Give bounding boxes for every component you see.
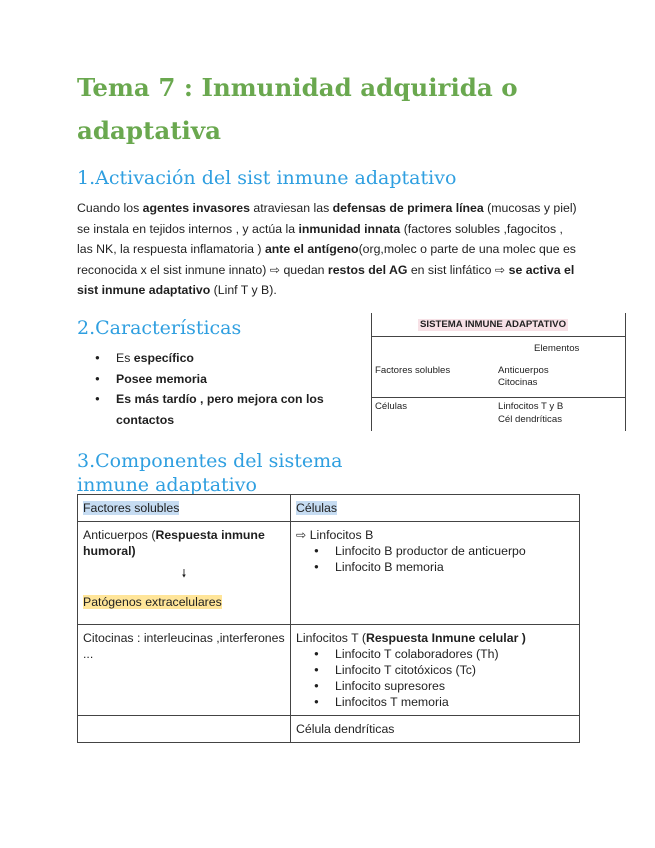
summary-col-header: Elementos bbox=[534, 343, 580, 354]
page-title: Tema 7 : Inmunidad adquirida o adaptativa bbox=[77, 73, 518, 145]
list-item: ● Linfocito B memoria bbox=[296, 559, 574, 575]
list-item: ● Es específico bbox=[77, 348, 337, 369]
table-cell: ⇨ Linfocitos B ● Linfocito B productor de anticuerpo ● Linfocito B memoria bbox=[291, 522, 580, 625]
table-row bbox=[78, 522, 580, 625]
table-cell: Citocinas : interleucinas ,interferones ... bbox=[78, 625, 291, 716]
list-item: ● Linfocito B productor de anticuerpo bbox=[296, 543, 574, 559]
table-row bbox=[78, 625, 580, 716]
adaptive-system-summary-table bbox=[371, 313, 626, 431]
table-cell: Anticuerpos (Respuesta inmune humoral) 🠗 Patógenos extracelulares bbox=[78, 522, 291, 625]
section-1-paragraph: Cuando los agentes invasores atraviesan las defensas de primera línea (mucosas y piel) se instala en tejidos internos , y actúa la inmunidad innata (factores solubles ,fagocitos , las NK, la respuesta inflamatoria ) ante el antígeno(org,molec o parte de una molec que es reconocida x el sist inmune innato) ⇨ quedan restos del AG en sist linfático ⇨ se activa el sist inmune adaptativo (Linf T y B). bbox=[77, 201, 577, 297]
summary-row-value: Anticuerpos bbox=[498, 365, 549, 376]
table-cell bbox=[78, 716, 291, 743]
section-1-heading: 1.Activación del sist inmune adaptativo bbox=[77, 167, 457, 189]
summary-row-value: Cél dendríticas bbox=[498, 414, 562, 425]
arrow-down-icon: 🠗 bbox=[181, 568, 187, 580]
divider bbox=[372, 336, 625, 337]
characteristics-list bbox=[77, 348, 337, 430]
table-cell: Célula dendríticas bbox=[291, 716, 580, 743]
components-table bbox=[77, 494, 580, 743]
section-3-heading: 3.Componentes del sistema inmune adaptativo bbox=[77, 450, 343, 496]
list-item: ● Posee memoria bbox=[77, 369, 337, 390]
table-row bbox=[78, 716, 580, 743]
table-cell: Linfocitos T (Respuesta Inmune celular ) ● Linfocito T colaboradores (Th) ● Linfocito T citotóxicos (Tc) ● Linfocito supresores ● Linfocitos T memoria bbox=[291, 625, 580, 716]
summary-table-title: SISTEMA INMUNE ADAPTATIVO bbox=[420, 319, 567, 330]
list-item: ● Es más tardío , pero mejora con los contactos bbox=[77, 389, 337, 430]
summary-row-label: Factores solubles bbox=[375, 365, 451, 376]
divider bbox=[372, 397, 625, 398]
list-item: ● Linfocitos T memoria bbox=[296, 694, 574, 710]
table-header-cell: Células bbox=[291, 495, 580, 522]
summary-row-label: Células bbox=[375, 401, 407, 412]
summary-row-value: Linfocitos T y B bbox=[498, 401, 564, 412]
table-row bbox=[78, 495, 580, 522]
table-header-cell: Factores solubles bbox=[78, 495, 291, 522]
list-item: ● Linfocito supresores bbox=[296, 678, 574, 694]
summary-row-value: Citocinas bbox=[498, 377, 538, 388]
list-item: ● Linfocito T citotóxicos (Tc) bbox=[296, 662, 574, 678]
section-2-heading: 2.Características bbox=[77, 317, 242, 339]
list-item: ● Linfocito T colaboradores (Th) bbox=[296, 646, 574, 662]
